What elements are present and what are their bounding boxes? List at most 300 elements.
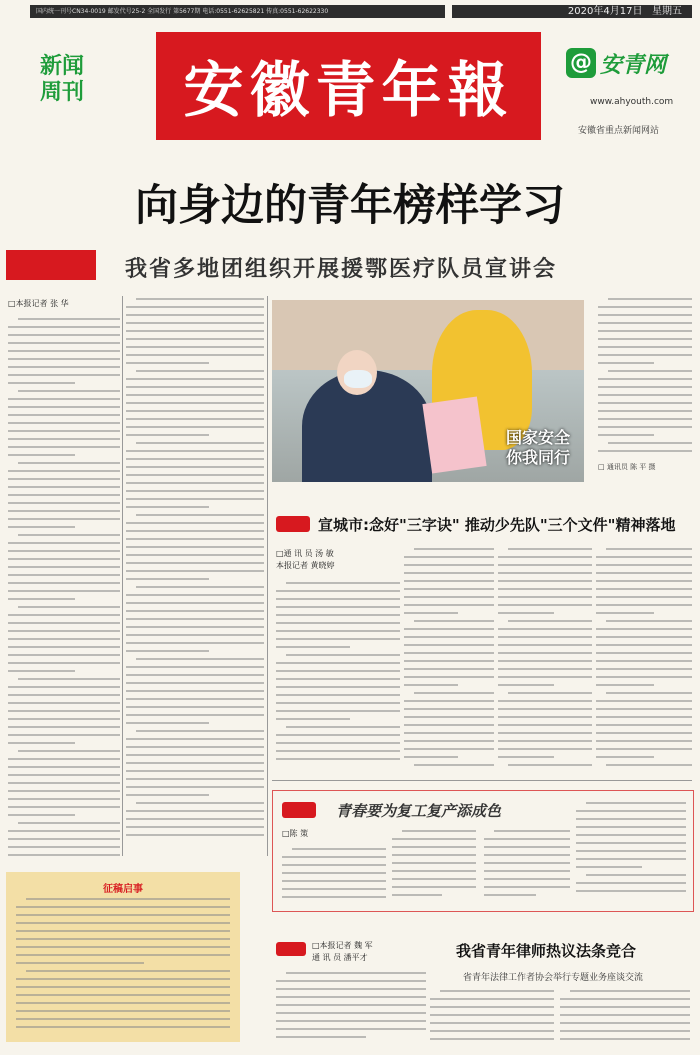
text-line	[8, 326, 120, 328]
text-line	[576, 890, 686, 892]
text-line	[498, 652, 592, 654]
site-url[interactable]: www.ahyouth.com	[590, 97, 674, 107]
text-line	[136, 370, 264, 372]
text-line	[392, 878, 476, 880]
text-line	[508, 692, 592, 694]
call-body	[16, 898, 230, 1034]
text-line	[598, 402, 692, 404]
text-line	[404, 684, 458, 686]
text-line	[404, 700, 494, 702]
call-for-submissions	[6, 872, 240, 1042]
text-line	[484, 846, 570, 848]
text-line	[16, 1002, 230, 1004]
text-line	[484, 854, 570, 856]
text-line	[126, 554, 264, 556]
text-line	[126, 538, 264, 540]
text-line	[8, 566, 120, 568]
text-line	[430, 1014, 554, 1016]
law-col3	[560, 990, 690, 1048]
text-line	[276, 662, 400, 664]
text-line	[598, 338, 692, 340]
xuancheng-col2	[404, 548, 494, 772]
left-article-col1	[8, 318, 120, 863]
text-line	[576, 834, 686, 836]
text-line	[276, 606, 400, 608]
text-line	[498, 732, 592, 734]
text-line	[126, 546, 264, 548]
text-line	[404, 580, 494, 582]
text-line	[404, 596, 494, 598]
text-line	[606, 548, 692, 550]
text-line	[596, 604, 692, 606]
text-line	[8, 358, 120, 360]
text-line	[570, 990, 690, 992]
text-line	[404, 612, 458, 614]
text-line	[404, 676, 494, 678]
text-line	[596, 572, 692, 574]
text-line	[8, 470, 120, 472]
text-line	[126, 362, 209, 364]
text-line	[8, 614, 120, 616]
text-line	[276, 758, 400, 760]
text-line	[16, 1026, 230, 1028]
text-line	[598, 346, 692, 348]
text-line	[392, 862, 476, 864]
text-line	[576, 866, 642, 868]
text-line	[126, 490, 264, 492]
date-text: 2020年4月17日	[567, 6, 643, 17]
text-line	[404, 716, 494, 718]
section-tag-icon	[276, 942, 306, 956]
text-line	[26, 898, 230, 900]
text-line	[430, 1038, 554, 1040]
text-line	[126, 474, 264, 476]
text-line	[18, 534, 120, 536]
text-line	[414, 620, 494, 622]
text-line	[8, 422, 120, 424]
text-line	[136, 586, 264, 588]
text-line	[126, 562, 264, 564]
text-line	[596, 724, 692, 726]
law-subheadline: 省青年法律工作者协会举行专题业务座谈交流	[463, 973, 644, 983]
text-line	[18, 678, 120, 680]
masthead	[156, 32, 541, 140]
site-desc: 安徽省重点新闻网站	[578, 126, 660, 136]
text-line	[606, 620, 692, 622]
text-line	[596, 732, 692, 734]
text-line	[276, 1020, 426, 1022]
text-line	[498, 716, 592, 718]
text-line	[498, 676, 592, 678]
photo-paper	[422, 397, 486, 474]
text-line	[598, 378, 692, 380]
text-line	[126, 330, 264, 332]
text-line	[126, 530, 264, 532]
news-photo	[272, 300, 584, 482]
xuancheng-byline: □通 讯 员 汤 敏 本报记者 黄晓婷	[276, 549, 335, 570]
text-line	[126, 458, 264, 460]
text-line	[8, 646, 120, 648]
text-line	[596, 628, 692, 630]
text-line	[8, 790, 120, 792]
text-line	[8, 574, 120, 576]
text-line	[282, 872, 386, 874]
law-col2	[430, 990, 554, 1048]
text-line	[392, 846, 476, 848]
masthead-title: 安徽青年報	[183, 56, 514, 126]
text-line	[498, 740, 592, 742]
text-line	[126, 826, 264, 828]
right-side-article	[598, 298, 692, 458]
text-line	[126, 794, 209, 796]
text-line	[8, 526, 75, 528]
text-line	[126, 682, 264, 684]
text-line	[404, 708, 494, 710]
text-line	[8, 710, 120, 712]
text-line	[126, 466, 264, 468]
text-line	[596, 668, 692, 670]
column-divider	[122, 296, 123, 856]
text-line	[8, 374, 120, 376]
text-line	[126, 666, 264, 668]
text-line	[596, 716, 692, 718]
text-line	[404, 636, 494, 638]
text-line	[8, 590, 120, 592]
text-line	[16, 1018, 230, 1020]
text-line	[136, 298, 264, 300]
text-line	[126, 810, 264, 812]
text-line	[8, 598, 75, 600]
text-line	[498, 748, 592, 750]
text-line	[8, 398, 120, 400]
text-line	[8, 446, 120, 448]
text-line	[598, 322, 692, 324]
text-line	[276, 750, 400, 752]
text-line	[126, 650, 209, 652]
text-line	[586, 802, 686, 804]
text-line	[560, 1030, 690, 1032]
text-line	[508, 548, 592, 550]
youth-byline: □陈 策	[282, 829, 309, 838]
text-line	[596, 748, 692, 750]
text-line	[576, 858, 686, 860]
text-line	[276, 638, 400, 640]
text-line	[404, 724, 494, 726]
text-line	[126, 714, 264, 716]
text-line	[404, 740, 494, 742]
text-line	[598, 306, 692, 308]
text-line	[606, 692, 692, 694]
sub-headline: 我省多地团组织开展援鄂医疗队员宣讲会	[125, 256, 558, 282]
text-line	[276, 710, 400, 712]
photo-credit: □ 通讯员 陈 平 摄	[598, 463, 656, 471]
text-line	[18, 462, 120, 464]
text-line	[598, 426, 692, 428]
text-line	[494, 830, 570, 832]
text-line	[276, 988, 426, 990]
weekly-label	[40, 54, 110, 106]
text-line	[498, 572, 592, 574]
text-line	[8, 758, 120, 760]
at-icon: @	[566, 48, 596, 78]
text-line	[126, 594, 264, 596]
text-line	[404, 572, 494, 574]
text-line	[598, 418, 692, 420]
text-line	[286, 726, 400, 728]
text-line	[404, 652, 494, 654]
text-line	[18, 606, 120, 608]
text-line	[596, 740, 692, 742]
text-line	[498, 596, 592, 598]
text-line	[276, 702, 400, 704]
text-line	[126, 610, 264, 612]
text-line	[8, 334, 120, 336]
text-line	[596, 596, 692, 598]
text-line	[126, 418, 264, 420]
text-line	[392, 854, 476, 856]
text-line	[414, 692, 494, 694]
text-line	[8, 414, 120, 416]
text-line	[8, 438, 120, 440]
text-line	[576, 882, 686, 884]
text-line	[276, 980, 426, 982]
text-line	[126, 762, 264, 764]
text-line	[606, 764, 692, 766]
text-line	[8, 622, 120, 624]
text-line	[598, 410, 692, 412]
text-line	[430, 1022, 554, 1024]
text-line	[498, 604, 592, 606]
text-line	[126, 354, 264, 356]
text-line	[498, 580, 592, 582]
text-line	[8, 630, 120, 632]
text-line	[126, 818, 264, 820]
text-line	[18, 318, 120, 320]
text-line	[498, 588, 592, 590]
text-line	[596, 556, 692, 558]
text-line	[286, 582, 400, 584]
text-line	[136, 442, 264, 444]
site-logo[interactable]	[566, 46, 691, 80]
text-line	[286, 654, 400, 656]
top-info-bar	[0, 0, 700, 22]
text-line	[8, 702, 120, 704]
text-line	[8, 694, 120, 696]
text-line	[8, 350, 120, 352]
text-line	[16, 946, 230, 948]
text-line	[126, 618, 264, 620]
text-line	[598, 354, 692, 356]
text-line	[596, 676, 692, 678]
text-line	[404, 660, 494, 662]
law-col1	[276, 972, 426, 1048]
text-line	[8, 782, 120, 784]
text-line	[8, 718, 120, 720]
text-line	[598, 450, 692, 452]
text-line	[126, 434, 209, 436]
text-line	[276, 598, 400, 600]
photo-caption-line2: 你我同行	[505, 448, 570, 467]
text-line	[598, 434, 654, 436]
text-line	[276, 718, 350, 720]
text-line	[404, 564, 494, 566]
text-line	[126, 786, 264, 788]
youth-col1	[282, 848, 386, 904]
weekly-label-line2: 周刊	[40, 80, 85, 105]
text-line	[404, 748, 494, 750]
text-line	[8, 342, 120, 344]
text-line	[8, 654, 120, 656]
text-line	[136, 658, 264, 660]
text-line	[126, 690, 264, 692]
text-line	[276, 614, 400, 616]
section-banner-image	[6, 250, 96, 280]
text-line	[414, 764, 494, 766]
text-line	[126, 570, 264, 572]
xuancheng-col1	[276, 582, 400, 772]
text-line	[560, 998, 690, 1000]
text-line	[276, 1004, 426, 1006]
text-line	[596, 684, 654, 686]
text-line	[596, 636, 692, 638]
issue-info: 国内统一刊号CN34-0019 邮发代号25-2 全国发行 第5677期 电话:0551-62625821 传真:0551-62622330	[30, 5, 445, 18]
text-line	[598, 394, 692, 396]
text-line	[8, 366, 120, 368]
text-line	[8, 670, 75, 672]
text-line	[16, 962, 144, 964]
text-line	[126, 522, 264, 524]
text-line	[8, 382, 75, 384]
text-line	[498, 668, 592, 670]
text-line	[276, 734, 400, 736]
text-line	[126, 770, 264, 772]
text-line	[126, 626, 264, 628]
text-line	[392, 894, 442, 896]
text-line	[276, 670, 400, 672]
photo-mask	[344, 370, 372, 388]
text-line	[598, 314, 692, 316]
text-line	[608, 442, 692, 444]
text-line	[8, 550, 120, 552]
text-line	[8, 806, 120, 808]
photo-caption-line1: 国家安全	[505, 428, 570, 447]
issue-date	[452, 5, 692, 18]
text-line	[276, 996, 426, 998]
text-line	[596, 652, 692, 654]
text-line	[560, 1006, 690, 1008]
text-line	[16, 994, 230, 996]
text-line	[136, 730, 264, 732]
text-line	[8, 406, 120, 408]
text-line	[576, 818, 686, 820]
weekday-text: 星期五	[652, 6, 682, 17]
text-line	[8, 814, 75, 816]
left-article-col2	[126, 298, 264, 843]
text-line	[126, 754, 264, 756]
text-line	[18, 822, 120, 824]
text-line	[126, 402, 264, 404]
text-line	[126, 698, 264, 700]
text-line	[596, 756, 654, 758]
text-line	[430, 1006, 554, 1008]
text-line	[498, 724, 592, 726]
text-line	[136, 802, 264, 804]
text-line	[404, 556, 494, 558]
text-line	[8, 494, 120, 496]
text-line	[404, 604, 494, 606]
text-line	[126, 674, 264, 676]
text-line	[276, 1012, 426, 1014]
text-line	[282, 888, 386, 890]
text-line	[16, 978, 230, 980]
text-line	[508, 620, 592, 622]
text-line	[16, 922, 230, 924]
xuancheng-col3	[498, 548, 592, 772]
text-line	[598, 330, 692, 332]
text-line	[276, 1028, 426, 1030]
weekly-label-line1: 新闻	[40, 54, 85, 79]
section-tag-icon	[276, 516, 310, 532]
text-line	[402, 830, 476, 832]
text-line	[126, 506, 209, 508]
photo-background	[272, 300, 584, 370]
text-line	[126, 386, 264, 388]
text-line	[8, 510, 120, 512]
column-divider	[267, 296, 268, 856]
text-line	[276, 590, 400, 592]
text-line	[126, 634, 264, 636]
text-line	[18, 390, 120, 392]
text-line	[508, 764, 592, 766]
text-line	[8, 454, 75, 456]
xuancheng-col4	[596, 548, 692, 772]
site-logo-name: 安青网	[600, 51, 667, 78]
text-line	[484, 878, 570, 880]
text-line	[8, 774, 120, 776]
text-line	[126, 338, 264, 340]
text-line	[392, 870, 476, 872]
text-line	[26, 970, 230, 972]
text-line	[126, 410, 264, 412]
text-line	[126, 306, 264, 308]
text-line	[440, 990, 554, 992]
text-line	[596, 588, 692, 590]
text-line	[126, 378, 264, 380]
text-line	[576, 810, 686, 812]
text-line	[126, 706, 264, 708]
text-line	[282, 896, 386, 898]
call-title: 征稿启事	[103, 884, 143, 895]
text-line	[430, 1030, 554, 1032]
text-line	[126, 578, 209, 580]
text-line	[8, 542, 120, 544]
text-line	[276, 678, 400, 680]
text-line	[16, 906, 230, 908]
text-line	[484, 838, 570, 840]
text-line	[8, 734, 120, 736]
text-line	[560, 1022, 690, 1024]
text-line	[598, 362, 654, 364]
text-line	[8, 846, 120, 848]
text-line	[498, 644, 592, 646]
law-byline: □本报记者 魏 军 通 讯 员 潘平才	[312, 941, 373, 962]
text-line	[576, 826, 686, 828]
text-line	[126, 482, 264, 484]
text-line	[8, 478, 120, 480]
youth-col3	[484, 830, 570, 904]
text-line	[8, 766, 120, 768]
text-line	[498, 684, 554, 686]
